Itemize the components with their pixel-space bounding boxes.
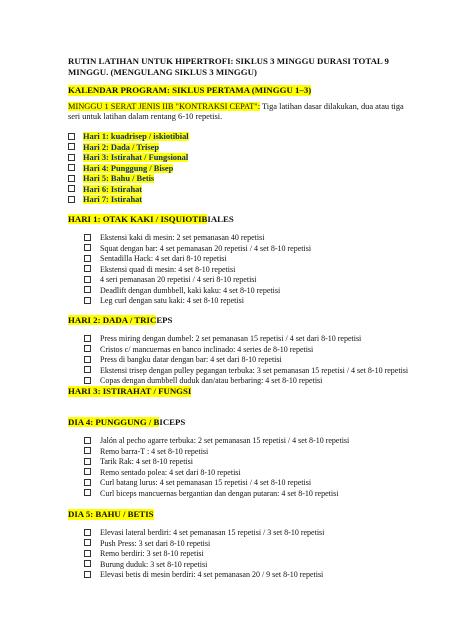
list-item: Squat dengan bar: 4 set pemanasan 20 repetisi / 4 set 8-10 repetisi: [84, 244, 311, 254]
day3-heading: HARI 3: ISTIRAHAT / FUNGSI: [68, 386, 192, 396]
checkbox-icon: [84, 377, 91, 384]
checkbox-icon: [84, 468, 91, 475]
week1-text-2: seri untuk latihan dalam rentang 6-10 repetisi.: [68, 112, 223, 121]
checkbox-icon: [84, 366, 91, 373]
list-item: 4 seri pemanasan 20 repetisi / 4 seri 8-10 repetisi: [84, 275, 257, 285]
day5-heading: DIA 5: BAHU / BETIS: [68, 509, 154, 519]
list-item: Push Press: 3 set dari 8-10 repetisi: [84, 539, 210, 549]
list-item: Curl biceps mancuernas bergantian dan dengan putaran: 4 set 8-10 repetisi: [84, 489, 338, 499]
checkbox-icon: [84, 447, 91, 454]
checkbox-icon: [84, 265, 91, 272]
checkbox-icon: [68, 154, 75, 161]
list-item: Hari 4: Punggung / Bisep: [68, 164, 173, 174]
checkbox-icon: [68, 164, 75, 171]
checkbox-icon: [84, 335, 91, 342]
week1-paragraph-line-1: [68, 102, 404, 112]
checkbox-icon: [68, 185, 75, 192]
list-item: Ekstensi trisep dengan pulley pegangan terbuka: 3 set pemanasan 15 repetisi / 4 set 8-10 repetisi: [84, 366, 408, 376]
checkbox-icon: [84, 297, 91, 304]
list-item: Hari 3: Istirahat / Fungsional: [68, 153, 188, 163]
list-item: Tarik Rak: 4 set 8-10 repetisi: [84, 457, 193, 467]
list-item: Jalón al pecho agarre terbuka: 2 set pemanasan 15 repetisi / 4 set 8-10 repetisi: [84, 436, 349, 446]
list-item: Sentadilla Hack: 4 set dari 8-10 repetisi: [84, 254, 227, 264]
checkbox-icon: [84, 560, 91, 567]
day1-heading: HARI 1: OTAK KAKI / ISQUIOTIBIALES: [68, 214, 234, 224]
list-item: Cristos c/ mancuernas en banco inclinado: 4 series de 8-10 repetisi: [84, 345, 313, 355]
checkbox-icon: [84, 276, 91, 283]
checkbox-icon: [84, 550, 91, 557]
list-item: Remo barra-T : 4 set 8-10 repetisi: [84, 447, 208, 457]
calendar-heading: KALENDAR PROGRAM: SIKLUS PERTAMA (MINGGU 1–3): [68, 85, 312, 95]
document-title-line-1: RUTIN LATIHAN UNTUK HIPERTROFI: SIKLUS 3 MINGGU DURASI TOTAL 9: [68, 56, 389, 66]
checkbox-icon: [84, 489, 91, 496]
checkbox-icon: [84, 458, 91, 465]
checkbox-icon: [68, 175, 75, 182]
day2-heading: HARI 2: DADA / TRICEPS: [68, 315, 173, 325]
checkbox-icon: [84, 529, 91, 536]
list-item: Ekstensi kaki di mesin: 2 set pemanasan 40 repetisi: [84, 233, 264, 243]
day4-heading: DIA 4: PUNGGUNG / BICEPS: [68, 417, 186, 427]
checkbox-icon: [84, 437, 91, 444]
list-item: Hari 1: kuadrisep / iskiotibial: [68, 132, 189, 142]
list-item: Burung duduk: 3 set 8-10 repetisi: [84, 560, 207, 570]
checkbox-icon: [84, 286, 91, 293]
checkbox-icon: [84, 244, 91, 251]
list-item: Curl batang lurus: 4 set pemanasan 15 repetisi / 4 set 8-10 repetisi: [84, 478, 311, 488]
list-item: Leg curl dengan satu kaki: 4 set 8-10 repetisi: [84, 296, 244, 306]
checkbox-icon: [68, 133, 75, 140]
list-item: Ekstensi quad di mesin: 4 set 8-10 repetisi: [84, 265, 235, 275]
checkbox-icon: [84, 356, 91, 363]
checkbox-icon: [84, 234, 91, 241]
list-item: Press di bangku datar dengan bar: 4 set dari 8-10 repetisi: [84, 355, 282, 365]
list-item: Copas dengan dumbbell duduk dan/atau berbaring: 4 set 8-10 repetisi: [84, 376, 322, 386]
checkbox-icon: [68, 196, 75, 203]
checkbox-icon: [84, 255, 91, 262]
list-item: Hari 5: Bahu / Betis: [68, 174, 154, 184]
week1-label: MINGGU 1 SERAT JENIS IIB "KONTRAKSI CEPAT":: [68, 102, 261, 111]
checkbox-icon: [84, 479, 91, 486]
list-item: Hari 2: Dada / Trisep: [68, 143, 159, 153]
checkbox-icon: [84, 539, 91, 546]
list-item: Press miring dengan dumbel: 2 set pemanasan 15 repetisi / 4 set dari 8-10 repetisi: [84, 334, 361, 344]
list-item: Elevasi lateral berdiri: 4 set pemanasan 15 repetisi / 3 set 8-10 repetisi: [84, 528, 324, 538]
list-item: Hari 7: Istirahat: [68, 195, 142, 205]
list-item: Deadlift dengan dumbbell, kaki kaku: 4 set 8-10 repetisi: [84, 286, 280, 296]
list-item: Remo sentado polea: 4 set dari 8-10 repetisi: [84, 468, 241, 478]
week1-text-1: Tiga latihan dasar dilakukan, dua atau tiga: [260, 102, 404, 111]
list-item: Elevasi betis di mesin berdiri: 4 set pemanasan 20 / 9 set 8-10 repetisi: [84, 570, 323, 580]
checkbox-icon: [84, 345, 91, 352]
list-item: Remo berdiri: 3 set 8-10 repetisi: [84, 549, 204, 559]
checkbox-icon: [84, 571, 91, 578]
document-title-line-2: MINGGU. (MENGULANG SIKLUS 3 MINGGU): [68, 67, 257, 77]
checkbox-icon: [68, 143, 75, 150]
list-item: Hari 6: Istirahat: [68, 185, 142, 195]
